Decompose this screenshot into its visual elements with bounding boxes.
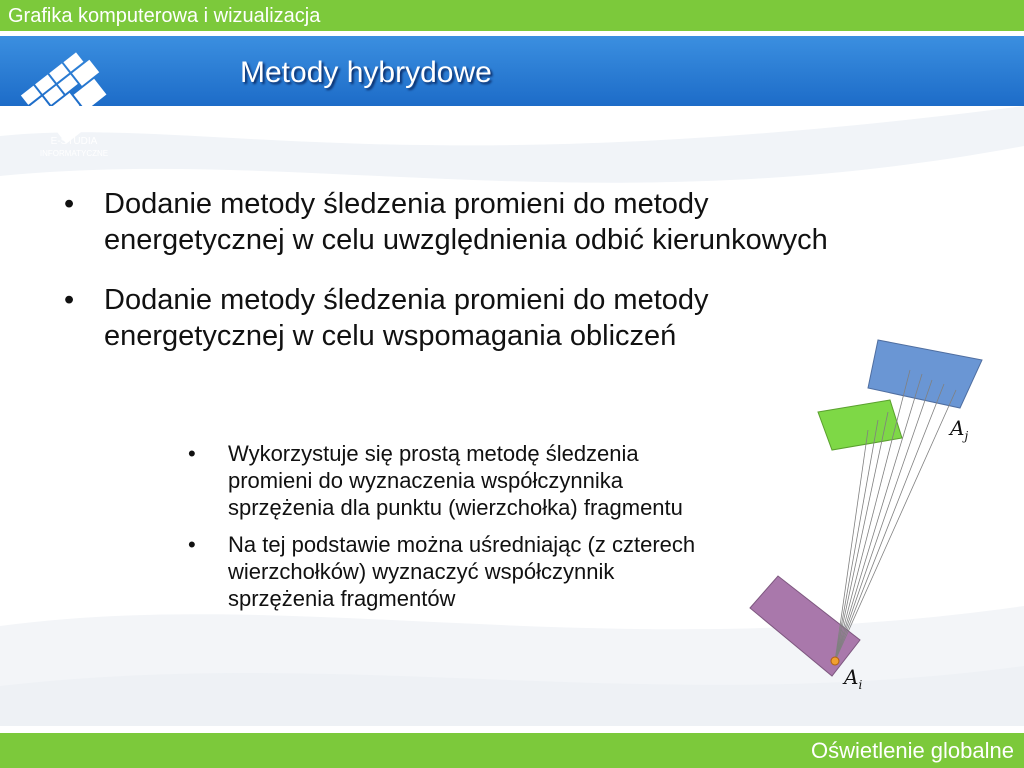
label-aj-sub: j bbox=[964, 429, 969, 443]
sub-bullet-item bbox=[184, 531, 704, 612]
vertex-point bbox=[831, 657, 839, 665]
course-title: Grafika komputerowa i wizualizacja bbox=[8, 5, 321, 27]
bullet-text: Dodanie metody śledzenia promieni do metody energetycznej w celu uwzględnienia odbić kierunkowych bbox=[104, 188, 828, 256]
logo-line1: E-STUDIA bbox=[50, 136, 98, 147]
bullet-marker: • bbox=[188, 532, 196, 557]
patch-green bbox=[818, 400, 902, 450]
sub-bullet-item bbox=[184, 440, 704, 521]
slide-title: Metody hybrydowe bbox=[240, 56, 492, 89]
footer-bar bbox=[0, 730, 1024, 768]
label-ai: A bbox=[844, 665, 859, 689]
patch-aj bbox=[868, 340, 982, 408]
sub-bullet-text: Wykorzystuje się prostą metodę śledzenia promieni do wyznaczenia współczynnika sprzężenia dla punktu (wierzchołka) fragmentu bbox=[228, 441, 683, 520]
sub-bullet-list bbox=[184, 440, 704, 622]
header-bar bbox=[0, 0, 1024, 34]
svg-text:Ai bbox=[842, 665, 862, 692]
label-ai-sub: i bbox=[858, 678, 863, 692]
bullet-text: Dodanie metody śledzenia promieni do metody energetycznej w celu wspomagania obliczeń bbox=[104, 284, 709, 352]
bullet-marker: • bbox=[64, 284, 75, 316]
form-factor-diagram bbox=[720, 330, 1020, 710]
title-band bbox=[0, 36, 1024, 106]
patch-ai bbox=[750, 576, 860, 676]
bullet-item bbox=[60, 186, 840, 258]
label-aj: A bbox=[950, 416, 965, 440]
e-studia-logo bbox=[14, 40, 134, 162]
bullet-marker: • bbox=[64, 188, 75, 220]
sub-bullet-text: Na tej podstawie można uśredniając (z czterech wierzchołków) wyznaczyć współczynnik sprzężenia fragmentów bbox=[228, 532, 696, 611]
footer-topic: Oświetlenie globalne bbox=[810, 738, 1014, 763]
logo-line2: INFORMATYCZNE bbox=[39, 149, 109, 158]
bullet-marker: • bbox=[188, 441, 196, 466]
svg-text:Aj bbox=[948, 416, 968, 443]
